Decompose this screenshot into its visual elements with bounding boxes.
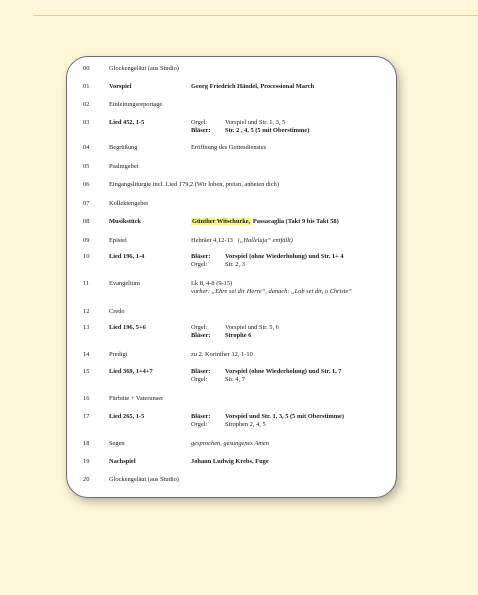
item-number: 04 <box>83 144 90 151</box>
item-number: 16 <box>83 395 90 402</box>
item-detail: zu 2. Korinther 12, 1-10 <box>191 351 253 358</box>
item-detail <box>191 253 390 268</box>
item-detail <box>191 368 390 383</box>
instrument-text: Vorspiel und Str. 1, 3, 5 <box>225 119 286 126</box>
instrument-label: Bläser: <box>191 368 211 375</box>
instrument-label: Orgel: <box>191 324 208 331</box>
item-title: Glockengeläut (aus Studio) <box>109 65 179 72</box>
item-note: („Halleluja“ entfällt) <box>237 237 293 244</box>
item-note: vorher: „Ehre sei dir Herre“, danach: „Lob sei dir, o Christe“ <box>191 287 352 295</box>
item-number: 00 <box>83 65 90 72</box>
item-number: 06 <box>83 181 90 188</box>
instrument-text: Strophen 2, 4, 5 <box>225 420 266 428</box>
item-number: 15 <box>83 368 90 375</box>
item-number: 18 <box>83 440 90 447</box>
item-detail: Johann Ludwig Krebs, Fuge <box>191 458 269 465</box>
item-title: Credo <box>109 308 125 315</box>
item-detail <box>191 119 390 134</box>
item-title: Lied 196, 1-4 <box>109 253 145 260</box>
item-detail: Eröffnung des Gottesdienstes <box>191 144 267 151</box>
scripture-reference: Hebräer 4,12-13 <box>191 237 233 244</box>
instrument-text: Str. 2, 3 <box>225 260 245 268</box>
highlighted-composer: Günther Witschurke, <box>192 218 251 225</box>
item-detail: Georg Friedrich Händel, Processional March <box>191 83 315 90</box>
instrument-label: Orgel: <box>191 420 208 428</box>
top-divider <box>34 15 478 16</box>
item-detail <box>191 280 390 295</box>
item-detail <box>191 413 390 428</box>
item-number: 11 <box>83 280 90 287</box>
item-number: 02 <box>83 101 90 108</box>
item-number: 03 <box>83 119 90 126</box>
instrument-text: Vorspiel und Str. 5, 6 <box>225 324 279 331</box>
item-detail <box>191 237 390 245</box>
item-title: Musikstück <box>109 218 141 225</box>
item-title: Begrüßung <box>109 144 138 151</box>
instrument-text: Strophe 6 <box>225 331 252 339</box>
instrument-label: Orgel: <box>191 260 208 268</box>
piece-title: Passacaglia (Takt 9 bis Takt 58) <box>251 218 339 225</box>
item-title: Fürbitte + Vaterunser <box>109 395 164 402</box>
item-title: Lied 452, 1-5 <box>109 119 145 126</box>
item-number: 19 <box>83 458 90 465</box>
order-of-service-sheet <box>66 56 397 498</box>
item-title: Evangelium <box>109 280 140 287</box>
instrument-label: Bläser: <box>191 413 211 420</box>
item-number: 13 <box>83 324 90 331</box>
item-title: Einleitungsreportage <box>109 101 163 108</box>
item-number: 20 <box>83 476 90 483</box>
instrument-text: Str. 2 , 4, 5 (5 mit Oberstimme) <box>225 126 310 134</box>
instrument-text: Vorspiel (ohne Wiederholung) und Str. 1+ 4 <box>225 253 344 260</box>
item-number: 10 <box>83 253 90 260</box>
item-number: 07 <box>83 200 90 207</box>
item-detail <box>191 218 390 226</box>
item-title: Nachspiel <box>109 458 136 465</box>
item-number: 17 <box>83 413 90 420</box>
instrument-label: Bläser: <box>191 331 211 339</box>
item-title: Kollektengebet <box>109 200 149 207</box>
instrument-label: Orgel: <box>191 375 208 383</box>
item-title: Vorspiel <box>109 83 132 90</box>
item-title: Epistel <box>109 237 127 244</box>
item-number: 12 <box>83 308 90 315</box>
item-title: Lied 196, 5+6 <box>109 324 146 331</box>
item-title: Lied 369, 1+4+7 <box>109 368 153 375</box>
item-title: Eingangsliturgie incl. Lied 179,2 (Wir loben, preisn, anbeten dich) <box>109 181 279 188</box>
item-title: Psalmgebet <box>109 163 139 170</box>
item-detail <box>191 324 390 339</box>
item-number: 01 <box>83 83 90 90</box>
item-number: 08 <box>83 218 90 225</box>
instrument-label: Bläser: <box>191 253 211 260</box>
item-title: Segen <box>109 440 125 447</box>
item-title: Predigt <box>109 351 128 358</box>
item-number: 09 <box>83 237 90 244</box>
item-detail: gesprochen, gesungenes Amen <box>191 440 269 447</box>
instrument-label: Bläser: <box>191 126 211 134</box>
item-number: 05 <box>83 163 90 170</box>
instrument-label: Orgel: <box>191 119 208 126</box>
item-title: Lied 265, 1-5 <box>109 413 145 420</box>
scripture-reference: Lk 8, 4-8 (9-15) <box>191 280 233 287</box>
item-title: Glockengeläut (aus Studio) <box>109 476 179 483</box>
instrument-text: Vorspiel und Str. 1, 3, 5 (5 mit Oberstimme) <box>225 413 344 420</box>
item-number: 14 <box>83 351 90 358</box>
instrument-text: Vorspiel (ohne Wiederholung) und Str. 1, 7 <box>225 368 342 375</box>
instrument-text: Str. 4, 7 <box>225 375 245 383</box>
